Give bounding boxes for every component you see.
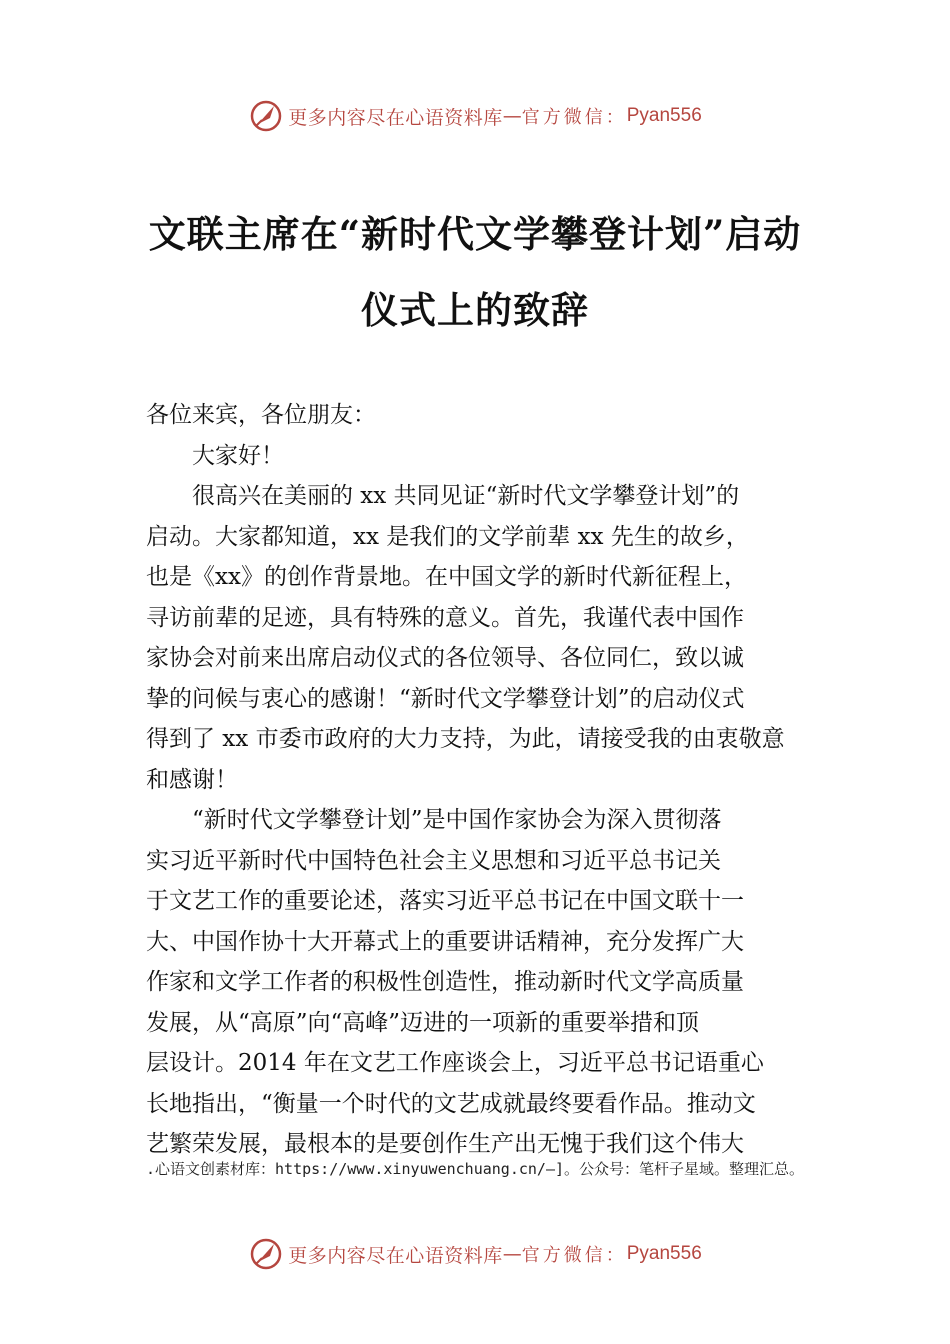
salutation: 各位来宾，各位朋友： xyxy=(146,402,376,428)
paragraph-1 xyxy=(146,476,826,800)
paragraph-line: 大、中国作协十大开幕式上的重要讲话精神，充分发挥广大 xyxy=(146,928,744,955)
paragraph-line: 家协会对前来出席启动仪式的各位领导、各位同仁，致以诚 xyxy=(146,645,744,671)
banner-text: 更多内容尽在心语资料库 xyxy=(288,106,503,129)
banner-label: 官方微信： xyxy=(521,107,627,128)
paragraph-line: 层设计。2014 年在文艺工作座谈会上，习近平总书记语重心 xyxy=(146,1050,764,1076)
banner-separator: — xyxy=(502,1243,522,1265)
paragraph-line: 发展，从“高原”向“高峰”迈进的一项新的重要举措和顶 xyxy=(146,1009,700,1036)
paragraph-2 xyxy=(146,800,826,1165)
paragraph-line: 实习近平新时代中国特色社会主义思想和习近平总书记关 xyxy=(146,847,721,874)
banner-wechat-id: Pyan556 xyxy=(626,1243,702,1264)
header-banner xyxy=(0,96,950,136)
document-title-line-2: 仪式上的致辞 xyxy=(361,288,589,332)
paragraph-line: 长地指出，“衡量一个时代的文艺成就最终要看作品。推动文 xyxy=(146,1090,756,1117)
paragraph-line: 很高兴在美丽的 xx 共同见证“新时代文学攀登计划”的 xyxy=(192,483,740,509)
paragraph-line: 和感谢！ xyxy=(146,766,238,793)
banner-text: 更多内容尽在心语资料库 xyxy=(288,1244,503,1267)
paragraph-line: 挚的问候与衷心的感谢！“新时代文学攀登计划”的启动仪式 xyxy=(146,685,745,712)
paragraph-line: 启动。大家都知道，xx 是我们的文学前辈 xx 先生的故乡， xyxy=(146,523,749,550)
banner-separator: — xyxy=(502,105,522,127)
paragraph-line: 于文艺工作的重要论述，落实习近平总书记在中国文联十一 xyxy=(146,888,744,914)
paragraph-line: 寻访前辈的足迹，具有特殊的意义。首先，我谨代表中国作 xyxy=(146,604,744,631)
paragraph-line: “新时代文学攀登计划”是中国作家协会为深入贯彻落 xyxy=(192,807,722,833)
source-note: .心语文创素材库：https://www.xinyuwenchuang.cn/—]。公众号：笔杆子星域。整理汇总。 xyxy=(145,1160,805,1178)
paragraph-line: 也是《xx》的创作背景地。在中国文学的新时代新征程上， xyxy=(146,564,747,590)
footer-banner xyxy=(0,1234,950,1274)
document-title-line-1: 文联主席在“新时代文学攀登计划”启动 xyxy=(148,212,802,256)
paragraph-line: 艺繁荣发展，最根本的是要创作生产出无愧于我们这个伟大 xyxy=(146,1131,744,1157)
paragraph-line: 作家和文学工作者的积极性创造性，推动新时代文学高质量 xyxy=(146,969,744,995)
greeting: 大家好！ xyxy=(192,443,284,469)
quill-logo-icon xyxy=(248,1236,284,1272)
quill-logo-icon xyxy=(248,98,284,134)
banner-label: 官方微信： xyxy=(521,1245,627,1266)
banner-wechat-id: Pyan556 xyxy=(626,105,702,126)
paragraph-line: 得到了 xx 市委市政府的大力支持，为此，请接受我的由衷敬意 xyxy=(146,726,785,752)
